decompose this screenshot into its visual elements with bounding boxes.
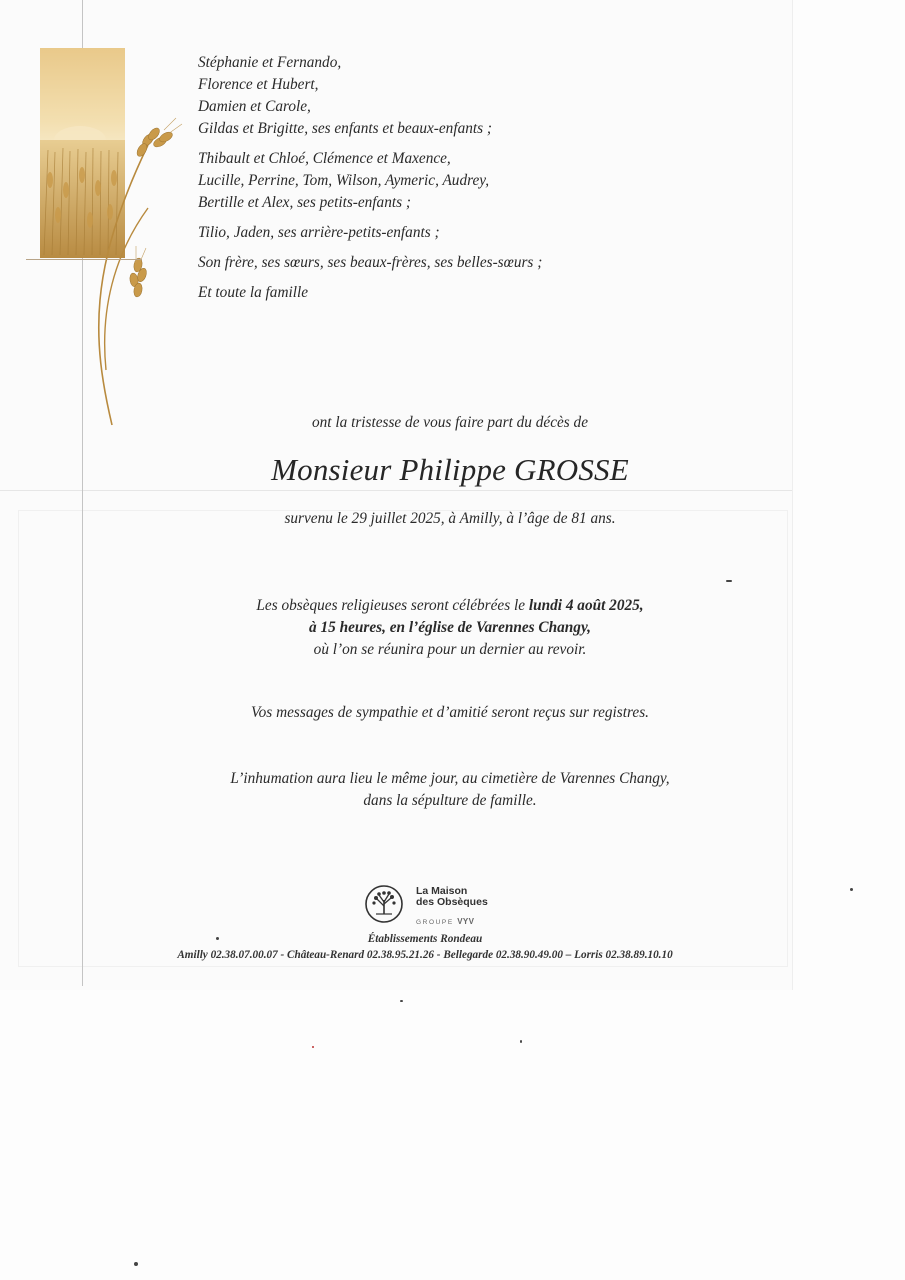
great-grandchildren-group xyxy=(198,222,668,244)
condolence-messages-note: Vos messages de sympathie et d’amitié seront reçus sur registres. xyxy=(251,704,649,721)
family-line: Son frère, ses sœurs, ses beaux-frères, ses belles-sœurs ; xyxy=(198,254,543,271)
decorative-horizontal-line xyxy=(26,259,142,260)
family-list xyxy=(198,52,668,312)
scan-speck xyxy=(312,1046,314,1048)
burial-line-1: L’inhumation aura lieu le même jour, au cimetière de Varennes Changy, xyxy=(230,770,670,787)
family-line: Damien et Carole, xyxy=(198,98,311,115)
scan-speck xyxy=(726,580,732,582)
burial-details xyxy=(120,768,780,812)
whole-family-group xyxy=(198,282,668,304)
ceremony-line-3: où l’on se réunira pour un dernier au revoir. xyxy=(313,641,587,658)
group-name: VYV xyxy=(457,917,475,926)
family-line: Florence et Hubert, xyxy=(198,76,319,93)
ceremony-line-2 xyxy=(120,617,780,639)
siblings-group xyxy=(198,252,668,274)
announcement-intro: ont la tristesse de vous faire part du décès de xyxy=(311,414,588,431)
contact-phone-numbers: Amilly 02.38.07.00.07 - Château-Renard 02.38.95.21.26 - Bellegarde 02.38.90.49.00 – Lorris 02.38.89.10.10 xyxy=(177,949,673,961)
ceremony-details xyxy=(120,595,780,661)
wheat-illustration xyxy=(30,40,190,430)
scan-speck xyxy=(850,888,853,891)
scan-speck xyxy=(134,1262,138,1266)
family-line: Lucille, Perrine, Tom, Wilson, Aymeric, Audrey, xyxy=(198,172,490,189)
logo-group-label xyxy=(416,917,474,926)
children-group xyxy=(198,52,668,140)
ceremony-date: lundi 4 août 2025, xyxy=(528,597,644,614)
family-line: Et toute la famille xyxy=(198,284,309,301)
scan-speck xyxy=(520,1040,522,1043)
family-line: Tilio, Jaden, ses arrière-petits-enfants ; xyxy=(198,224,440,241)
logo-line-1: La Maison xyxy=(416,885,468,897)
logo-wordmark xyxy=(416,886,488,908)
family-line: Gildas et Brigitte, ses enfants et beaux-enfants ; xyxy=(198,120,492,137)
death-date-line: survenu le 29 juillet 2025, à Amilly, à l’âge de 81 ans. xyxy=(284,510,616,527)
tree-icon xyxy=(364,884,404,924)
group-label: GROUPE xyxy=(416,919,454,926)
logo-line-2: des Obsèques xyxy=(416,896,488,908)
burial-line-2: dans la sépulture de famille. xyxy=(363,792,537,809)
fold-line xyxy=(0,490,792,491)
scan-speck xyxy=(400,1000,403,1002)
family-line: Bertille et Alex, ses petits-enfants ; xyxy=(198,194,411,211)
grandchildren-group xyxy=(198,148,668,214)
ceremony-text: Les obsèques religieuses seront célébrées le xyxy=(256,597,529,614)
deceased-name: Monsieur Philippe GROSSE xyxy=(271,452,629,487)
company-name: Établissements Rondeau xyxy=(367,933,483,945)
family-line: Thibault et Chloé, Clémence et Maxence, xyxy=(198,150,451,167)
family-line: Stéphanie et Fernando, xyxy=(198,54,342,71)
ceremony-line-1 xyxy=(120,595,780,617)
ceremony-place: à 15 heures, en l’église de Varennes Changy, xyxy=(308,619,591,636)
scan-speck xyxy=(216,937,219,940)
funeral-home-logo xyxy=(364,882,494,930)
